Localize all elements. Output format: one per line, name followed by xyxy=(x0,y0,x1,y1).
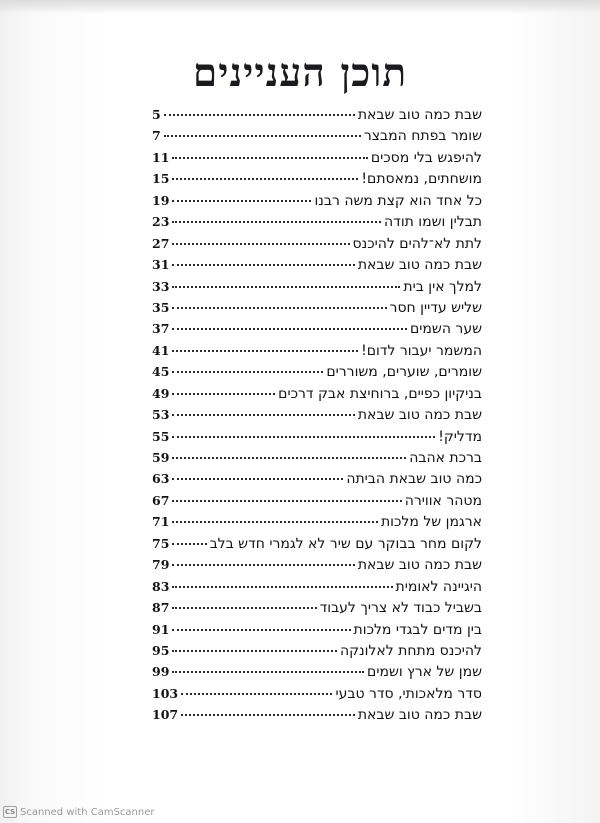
dot-leader xyxy=(172,586,392,588)
toc-entry xyxy=(152,661,482,682)
toc-entry xyxy=(152,704,482,725)
toc-entry-title: בשביל כבוד לא צריך לעבוד xyxy=(319,600,482,617)
toc-entry-page: 45 xyxy=(152,364,170,380)
toc-entry-title: שליש עדיין חסר xyxy=(389,299,482,316)
toc-entry-page: 5 xyxy=(152,107,161,122)
toc-entry xyxy=(152,383,482,404)
toc-entry xyxy=(152,233,482,254)
toc-entry-title: שבת כמה טוב שבאת xyxy=(357,257,482,274)
table-of-contents xyxy=(152,104,482,726)
toc-entry-title: תבלין ושמו תודה xyxy=(384,214,482,231)
toc-entry-title: ארגמן של מלכות xyxy=(380,514,482,531)
toc-entry xyxy=(152,640,482,661)
dot-leader xyxy=(172,350,358,352)
toc-entry xyxy=(152,168,482,189)
toc-entry-title: מטהר אווירה xyxy=(404,492,482,509)
toc-entry xyxy=(152,576,482,597)
toc-entry xyxy=(152,533,482,554)
dot-leader xyxy=(172,328,407,330)
dot-leader xyxy=(181,693,332,695)
toc-entry-page: 67 xyxy=(152,492,170,508)
toc-entry-title: שבת כמה טוב שבאת xyxy=(357,107,482,123)
dot-leader xyxy=(172,221,381,223)
toc-entry xyxy=(152,511,482,532)
toc-entry-title: בין מדים לבגדי מלכות xyxy=(353,621,482,638)
toc-entry-title: למלך אין בית xyxy=(403,278,482,295)
dot-leader xyxy=(172,478,343,480)
dot-leader xyxy=(164,114,355,116)
toc-entry-title: כל אחד הוא קצת משה רבנו xyxy=(314,192,482,209)
toc-entry xyxy=(152,426,482,447)
toc-entry-page: 15 xyxy=(152,171,170,187)
toc-entry-title: שבת כמה טוב שבאת xyxy=(357,557,482,574)
page-title: תוכן העניינים xyxy=(192,50,408,96)
toc-entry-page: 71 xyxy=(152,514,170,530)
toc-entry-page: 27 xyxy=(152,235,170,251)
toc-entry-page: 75 xyxy=(152,535,170,551)
toc-entry-page: 7 xyxy=(152,128,161,144)
toc-entry xyxy=(152,297,482,318)
toc-entry-page: 59 xyxy=(152,450,170,465)
toc-entry-title: להיפגש בלי מסכים xyxy=(370,149,482,166)
toc-entry-page: 41 xyxy=(152,342,170,358)
dot-leader xyxy=(172,307,386,309)
toc-entry-page: 37 xyxy=(152,321,170,337)
toc-entry-page: 79 xyxy=(152,557,170,573)
toc-entry-title: מדליק! xyxy=(438,428,482,445)
toc-entry-page: 55 xyxy=(152,428,170,444)
toc-entry-page: 33 xyxy=(152,278,170,294)
toc-entry-title: מושחתים, נמאסתם! xyxy=(361,171,482,188)
dot-leader xyxy=(172,457,406,459)
toc-entry xyxy=(152,211,482,232)
toc-entry-title: שבת כמה טוב שבאת xyxy=(357,707,482,724)
toc-entry-page: 35 xyxy=(152,299,170,315)
dot-leader xyxy=(172,157,367,159)
dot-leader xyxy=(172,543,206,545)
dot-leader xyxy=(172,671,364,673)
toc-entry-page: 23 xyxy=(152,214,170,230)
toc-entry-title: שבת כמה טוב שבאת xyxy=(357,407,482,424)
toc-entry xyxy=(152,554,482,575)
toc-entry-title: סדר מלאכותי, סדר טבעי xyxy=(335,685,482,702)
scan-shadow xyxy=(0,0,600,14)
toc-entry-title: שער השמים xyxy=(409,321,482,338)
toc-entry-title: בניקיון כפיים, ברוחיצת אבק דרכים xyxy=(278,385,482,402)
toc-entry xyxy=(152,276,482,297)
watermark-text: Scanned with CamScanner xyxy=(20,806,155,818)
toc-entry-page: 83 xyxy=(152,578,170,594)
toc-entry-page: 53 xyxy=(152,407,170,423)
toc-entry xyxy=(152,104,482,125)
toc-entry-page: 87 xyxy=(152,600,170,616)
dot-leader xyxy=(172,243,349,245)
dot-leader xyxy=(172,264,354,266)
dot-leader xyxy=(164,135,361,137)
toc-entry-page: 31 xyxy=(152,257,170,273)
toc-entry-page: 107 xyxy=(152,707,179,723)
toc-entry-page: 99 xyxy=(152,664,170,680)
toc-entry xyxy=(152,683,482,704)
toc-entry-page: 95 xyxy=(152,642,170,658)
dot-leader xyxy=(172,393,275,395)
toc-entry xyxy=(152,147,482,168)
toc-entry xyxy=(152,361,482,382)
dot-leader xyxy=(181,714,355,716)
camscanner-icon: CS xyxy=(3,806,17,818)
dot-leader xyxy=(172,200,311,202)
toc-entry xyxy=(152,597,482,618)
dot-leader xyxy=(172,521,378,523)
dot-leader xyxy=(172,607,316,609)
toc-entry-title: כמה טוב שבאת הביתה xyxy=(346,471,482,488)
toc-entry-title: לתת לא־להים להיכנס xyxy=(352,235,482,252)
toc-entry-page: 11 xyxy=(152,149,170,165)
dot-leader xyxy=(172,286,400,288)
toc-entry-title: להיכנס מתחת לאלונקה xyxy=(339,642,482,659)
toc-entry-page: 49 xyxy=(152,385,170,401)
toc-entry-title: המשמר יעבור לדום! xyxy=(361,342,482,359)
toc-entry xyxy=(152,190,482,211)
toc-entry xyxy=(152,318,482,339)
dot-leader xyxy=(172,500,401,502)
toc-entry-title: לקום מחר בבוקר עם שיר לא לגמרי חדש בלב xyxy=(209,535,482,552)
dot-leader xyxy=(172,371,323,373)
toc-entry xyxy=(152,340,482,361)
toc-entry xyxy=(152,125,482,146)
toc-entry-title: שמן של ארץ ושמים xyxy=(367,664,482,681)
toc-entry-title: ברכת אהבה xyxy=(409,450,482,466)
toc-entry xyxy=(152,490,482,511)
dot-leader xyxy=(172,414,354,416)
toc-entry xyxy=(152,404,482,425)
toc-entry-title: היגיינה לאומית xyxy=(395,578,482,595)
toc-entry-page: 19 xyxy=(152,192,170,208)
toc-entry xyxy=(152,619,482,640)
dot-leader xyxy=(172,564,354,566)
toc-entry-page: 91 xyxy=(152,621,170,637)
toc-entry-title: שומרים, שוערים, משוררים xyxy=(326,364,482,381)
scanner-watermark xyxy=(3,806,155,818)
toc-entry-title: שומר בפתח המבצר xyxy=(363,128,482,145)
dot-leader xyxy=(172,178,358,180)
dot-leader xyxy=(172,650,337,652)
toc-entry-page: 63 xyxy=(152,471,170,487)
toc-entry xyxy=(152,254,482,275)
toc-entry xyxy=(152,447,482,468)
toc-entry-page: 103 xyxy=(152,685,179,701)
toc-entry xyxy=(152,468,482,489)
dot-leader xyxy=(172,436,435,438)
dot-leader xyxy=(172,629,350,631)
